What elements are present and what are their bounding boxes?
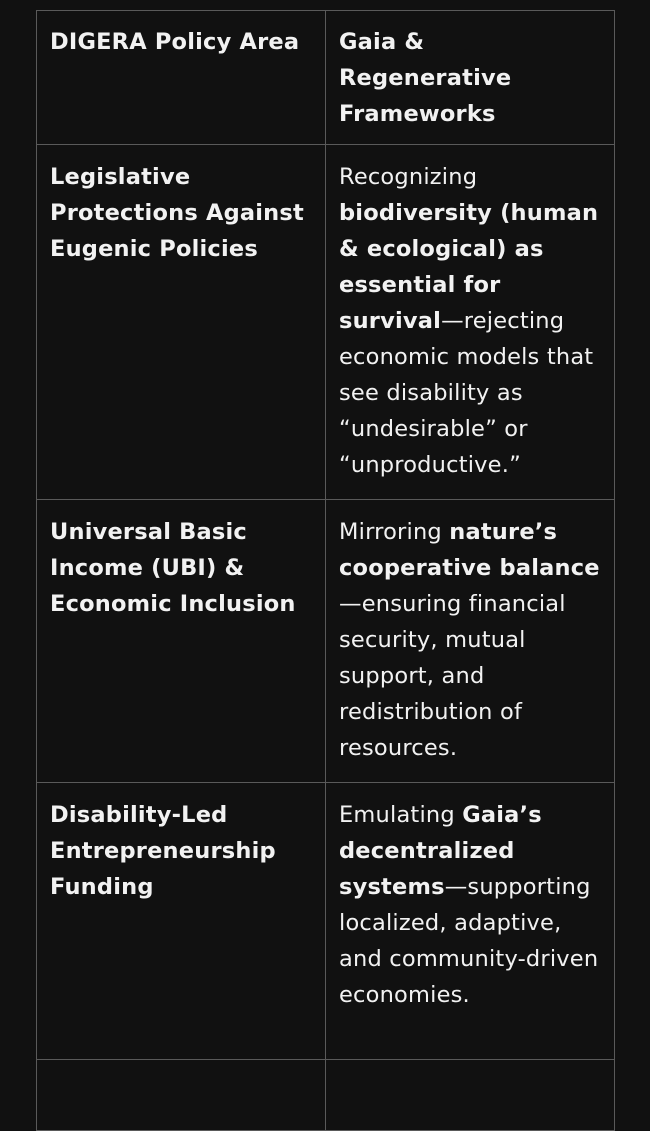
policy-cell: Disability-Led Entrepreneurship Funding xyxy=(37,783,326,1060)
table-row xyxy=(37,783,615,1060)
policy-cell: Legislative Protections Against Eugenic Policies xyxy=(37,145,326,500)
header-gaia-frameworks: Gaia & Regenerative Frameworks xyxy=(326,11,615,145)
description-emphasis: Gaia’s decentralized systems xyxy=(339,802,542,900)
table-row-partial xyxy=(37,1060,615,1131)
table-header-row xyxy=(37,11,615,145)
description-rest: —rejecting economic models that see disability as “undesirable” or “unproductive.” xyxy=(339,308,594,478)
description-cell xyxy=(326,145,615,500)
description-cell xyxy=(326,783,615,1060)
description-emphasis: nature’s cooperative balance xyxy=(339,519,600,581)
table-row xyxy=(37,500,615,783)
description-rest: —ensuring financial security, mutual support, and redistribution of resources. xyxy=(339,591,566,761)
policy-table xyxy=(36,10,615,1131)
description-cell xyxy=(326,500,615,783)
policy-cell-empty xyxy=(37,1060,326,1131)
policy-table-container xyxy=(36,10,614,1131)
description-cell-empty xyxy=(326,1060,615,1131)
table-row xyxy=(37,145,615,500)
description-rest: —supporting localized, adaptive, and community-driven economies. xyxy=(339,874,599,1008)
description-intro: Mirroring xyxy=(339,519,450,545)
description-intro: Recognizing xyxy=(339,164,478,190)
description-intro: Emulating xyxy=(339,802,463,828)
policy-cell: Universal Basic Income (UBI) & Economic Inclusion xyxy=(37,500,326,783)
header-policy-area: DIGERA Policy Area xyxy=(37,11,326,145)
description-emphasis: biodiversity (human & ecological) as essential for survival xyxy=(339,200,599,334)
